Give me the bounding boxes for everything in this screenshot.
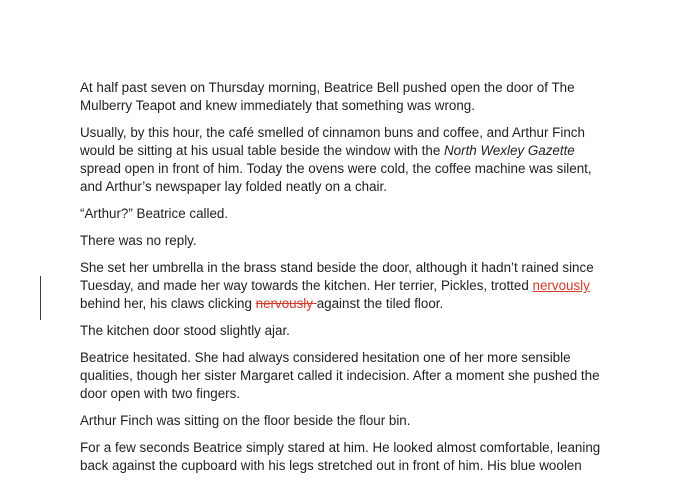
text-run: against the tiled floor.: [316, 296, 444, 311]
paragraph[interactable]: [80, 439, 610, 475]
text-run: For a few seconds Beatrice simply stared at him. He looked almost comfortable, leaning back against the cupboard with his legs stretched out in front of him. His blue woolen: [80, 440, 601, 473]
text-run: Arthur Finch was sitting on the floor beside the flour bin.: [80, 413, 411, 428]
tracked-insertion: nervously: [532, 278, 590, 293]
paragraph[interactable]: [80, 259, 610, 313]
paragraph[interactable]: [80, 124, 610, 196]
tracked-deletion: nervously: [255, 296, 317, 311]
paragraph[interactable]: [80, 205, 610, 223]
text-run: There was no reply.: [80, 233, 197, 248]
paragraph[interactable]: [80, 322, 610, 340]
paragraph[interactable]: [80, 412, 610, 430]
text-run: She set her umbrella in the brass stand beside the door, although it hadn’t rained since Tuesday, and made her way towards the kitchen. Her terrier, Pickles, trotted: [80, 260, 594, 293]
document-body[interactable]: [80, 79, 610, 484]
paragraph[interactable]: [80, 79, 610, 115]
text-run: The kitchen door stood slightly ajar.: [80, 323, 290, 338]
text-run: At half past seven on Thursday morning, Beatrice Bell pushed open the door of The Mulberry Teapot and knew immediately that something was wrong.: [80, 80, 575, 113]
change-bar: [40, 276, 41, 320]
text-run: behind her, his claws clicking: [80, 296, 256, 311]
text-run: Usually, by this hour, the café smelled of cinnamon buns and coffee, and Arthur Finch would be sitting at his usual table beside the window with the: [80, 125, 585, 158]
paragraph[interactable]: [80, 232, 610, 250]
text-run: Beatrice hesitated. She had always considered hesitation one of her more sensible qualities, though her sister Margaret called it indecision. After a moment she pushed the door open with two fingers.: [80, 350, 600, 401]
paragraph[interactable]: [80, 349, 610, 403]
text-run: “Arthur?” Beatrice called.: [80, 206, 229, 221]
text-run: spread open in front of him. Today the ovens were cold, the coffee machine was silent, and Arthur’s newspaper lay folded neatly on a chair.: [80, 161, 592, 194]
italic-text: North Wexley Gazette: [444, 143, 575, 158]
